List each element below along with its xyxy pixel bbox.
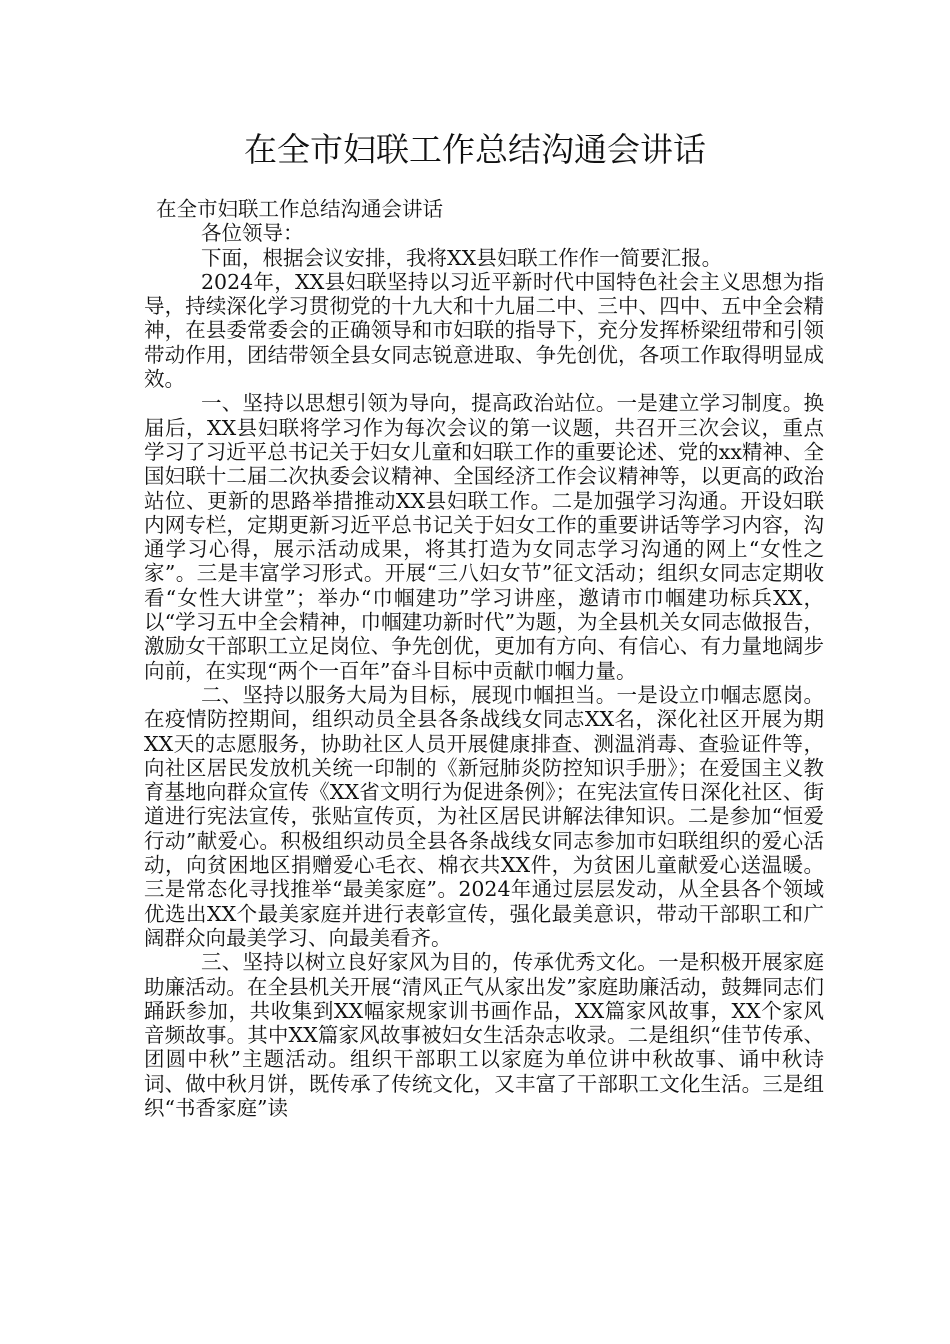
paragraph-section-1: 一、坚持以思想引领为导向，提高政治站位。一是建立学习制度。换届后，XX县妇联将学习作为每次会议的第一议题，共召开三次会议，重点学习了习近平总书记关于妇女儿童和妇联工作的重要论述、党的xx精神、全国妇联十二届二次执委会议精神、全国经济工作会议精神等，以更高的政治站位、更新的思路举措推动XX县妇联工作。二是加强学习沟通。开设妇联内网专栏，定期更新习近平总书记关于妇女工作的重要讲话等学习内容，沟通学习心得，展示活动成果，将其打造为女同志学习沟通的网上“女性之家”。三是丰富学习形式。开展“三八妇女节”征文活动；组织女同志定期收看“女性大讲堂”；举办“巾帼建功”学习讲座，邀请市巾帼建功标兵XX，以“学习五中全会精神，巾帼建功新时代”为题，为全县机关女同志做报告，激励女干部职工立足岗位、争先创优，更加有方向、有信心、有力量地阔步向前，在实现“两个一百年”奋斗目标中贡献巾帼力量。 [144,391,824,683]
salutation: 各位领导： [201,221,304,246]
paragraph-section-2: 二、坚持以服务大局为目标，展现巾帼担当。一是设立巾帼志愿岗。在疫情防控期间，组织动员全县各条战线女同志XX名，深化社区开展为期XX天的志愿服务，协助社区人员开展健康排查、测温消毒、查验证件等，向社区居民发放机关统一印制的《新冠肺炎防控知识手册》；在爱国主义教育基地向群众宣传《XX省文明行为促进条例》；在宪法宣传日深化社区、街道进行宪法宣传，张贴宣传页，为社区居民讲解法律知识。二是参加“恒爱行动”献爱心。积极组织动员全县各条战线女同志参加市妇联组织的爱心活动，向贫困地区捐赠爱心毛衣、棉衣共XX件，为贫困儿童献爱心送温暖。三是常态化寻找推举“最美家庭”。2024年通过层层发动，从全县各个领域优选出XX个最美家庭并进行表彰宣传，强化最美意识，带动干部职工和广阔群众向最美学习、向最美看齐。 [144,682,824,950]
document-subtitle: 在全市妇联工作总结沟通会讲话 [156,197,443,221]
paragraph-intro: 下面，根据会议安排，我将XX县妇联工作作一简要汇报。 [201,245,723,270]
paragraph-overview: 2024年，XX县妇联坚持以习近平新时代中国特色社会主义思想为指导，持续深化学习贯彻党的十九大和十九届二中、三中、四中、五中全会精神，在县委常委会的正确领导和市妇联的指导下，充分发挥桥梁纽带和引领带动作用，团结带领全县女同志锐意进取、争先创优，各项工作取得明显成效。 [144,269,824,392]
document-title: 在全市妇联工作总结沟通会讲话 [244,130,706,169]
paragraph-section-3: 三、坚持以树立良好家风为目的，传承优秀文化。一是积极开展家庭助廉活动。在全县机关开展“清风正气从家出发”家庭助廉活动，鼓舞同志们踊跃参加，共收集到XX幅家规家训书画作品，XX篇家风故事，XX个家风音频故事。其中XX篇家风故事被妇女生活杂志收录。二是组织“佳节传承、团圆中秋”主题活动。组织干部职工以家庭为单位讲中秋故事、诵中秋诗词、做中秋月饼，既传承了传统文化，又丰富了干部职工文化生活。三是组织“书香家庭”读 [144,950,824,1120]
document-body [144,197,824,1120]
